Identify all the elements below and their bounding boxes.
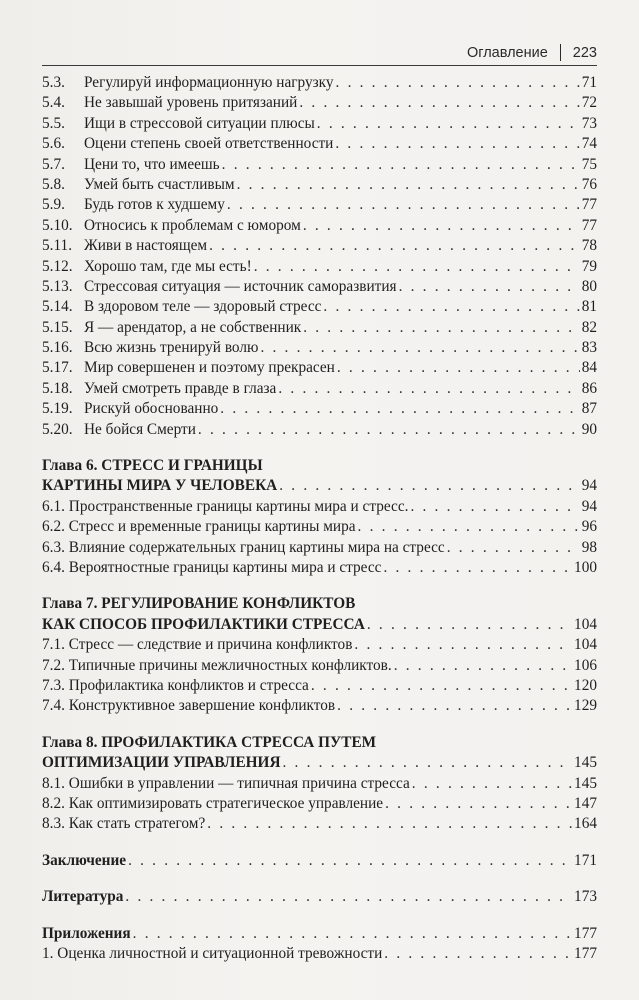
entry-title: Я — арендатор, а не собственник xyxy=(84,318,302,336)
entry-title: Оцени степень своей ответственности xyxy=(84,135,334,153)
running-header xyxy=(467,44,597,61)
entry-title: 1. Оценка личностной и ситуационной тревожности xyxy=(42,944,383,962)
toc-entry-5-15 xyxy=(42,318,597,338)
entry-title: 7.3. Профилактика конфликтов и стресса xyxy=(42,676,309,694)
entry-title: 7.4. Конструктивное завершение конфликтов xyxy=(42,697,336,715)
entry-number: 5.13. xyxy=(42,277,73,295)
entry-number: 5.6. xyxy=(42,135,65,153)
entry-title: Заключение xyxy=(42,851,127,869)
spacer xyxy=(42,908,597,924)
chapter-page: 104 xyxy=(574,615,597,633)
entry-title: Хорошо там, где мы есть! xyxy=(84,257,252,275)
entry-page: 83 xyxy=(581,339,597,357)
entry-title: Литература xyxy=(42,888,124,906)
leader-dots xyxy=(220,399,579,419)
leader-dots xyxy=(412,774,572,794)
entry-page: 77 xyxy=(581,216,597,234)
entry-page: 78 xyxy=(581,237,597,255)
entry-title: В здоровом теле — здоровый стресс xyxy=(84,298,322,316)
chapter-page: 145 xyxy=(574,754,597,772)
toc-entry-5-9 xyxy=(42,195,597,215)
toc-entry-5-18 xyxy=(42,379,597,399)
toc-entry-7-2 xyxy=(42,656,597,676)
entry-page: 79 xyxy=(581,257,597,275)
entry-page: 147 xyxy=(574,794,597,812)
leader-dots xyxy=(260,338,579,358)
toc-entry-appendix-1 xyxy=(42,944,597,964)
spacer xyxy=(42,717,597,733)
chapter-7-title-row xyxy=(42,615,597,635)
entry-page: 90 xyxy=(581,420,597,438)
chapter-6-heading: Глава 6. СТРЕСС И ГРАНИЦЫ xyxy=(42,457,263,475)
entry-page: 84 xyxy=(581,359,597,377)
toc-entry-5-7 xyxy=(42,155,597,175)
leader-dots xyxy=(311,676,572,696)
leader-dots xyxy=(385,794,572,814)
entry-number: 5.5. xyxy=(42,114,65,132)
toc-entry-7-4 xyxy=(42,696,597,716)
chapter-6-title-row xyxy=(42,476,597,496)
entry-title: 8.2. Как оптимизировать стратегическое управление xyxy=(42,794,384,812)
entry-page: 74 xyxy=(581,135,597,153)
entry-number: 5.8. xyxy=(42,175,65,193)
leader-dots xyxy=(336,73,580,93)
entry-page: 73 xyxy=(581,114,597,132)
chapter-page: 94 xyxy=(581,477,597,495)
leader-dots xyxy=(410,497,579,517)
entry-title: Цени то, что имеешь xyxy=(84,155,220,173)
entry-page: 129 xyxy=(574,697,597,715)
entry-title: Мир совершенен и поэтому прекрасен xyxy=(84,359,335,377)
leader-dots xyxy=(337,358,580,378)
leader-dots xyxy=(317,114,580,134)
entry-title: 6.2. Стресс и временные границы картины мира xyxy=(42,518,356,536)
toc-entry-6-2 xyxy=(42,517,597,537)
entry-title: 6.4. Вероятностные границы картины мира и стресс xyxy=(42,559,382,576)
entry-page: 104 xyxy=(574,636,597,654)
entry-page: 81 xyxy=(581,298,597,316)
leader-dots xyxy=(279,476,579,496)
toc-entry-6-4 xyxy=(42,558,597,578)
entry-page: 82 xyxy=(581,318,597,336)
toc-entry-5-11 xyxy=(42,236,597,256)
entry-title: Живи в настоящем xyxy=(84,237,208,255)
entry-number: 5.11. xyxy=(42,237,73,255)
toc-entry-5-6 xyxy=(42,134,597,154)
leader-dots xyxy=(133,924,572,944)
leader-dots xyxy=(222,155,580,175)
page-number: 223 xyxy=(572,44,597,61)
leader-dots xyxy=(128,851,572,871)
entry-page: 80 xyxy=(581,277,597,295)
leader-dots xyxy=(299,93,579,113)
leader-dots xyxy=(447,538,580,558)
entry-number: 5.15. xyxy=(42,318,73,336)
entry-number: 5.14. xyxy=(42,298,73,316)
toc-entry-8-1 xyxy=(42,774,597,794)
entry-page: 76 xyxy=(581,175,597,193)
toc-entry-5-19 xyxy=(42,399,597,419)
entry-number: 5.10. xyxy=(42,216,73,234)
entry-page: 72 xyxy=(581,94,597,112)
entry-page: 75 xyxy=(581,155,597,173)
leader-dots xyxy=(125,887,572,907)
entry-page: 164 xyxy=(574,815,597,833)
header-separator xyxy=(560,44,561,61)
leader-dots xyxy=(335,134,579,154)
leader-dots xyxy=(337,696,572,716)
entry-page: 98 xyxy=(581,538,597,556)
entry-title: Регулируй информационную нагрузку xyxy=(84,74,334,91)
spacer xyxy=(42,578,597,594)
leader-dots xyxy=(207,814,572,834)
entry-page: 100 xyxy=(574,559,597,576)
toc-entry-5-17 xyxy=(42,358,597,378)
entry-page: 96 xyxy=(581,518,597,536)
chapter-8-heading: Глава 8. ПРОФИЛАКТИКА СТРЕССА ПУТЕМ xyxy=(42,733,377,751)
entry-title: 6.3. Влияние содержательных границ картины мира на стресс xyxy=(42,538,445,556)
leader-dots xyxy=(303,318,580,338)
leader-dots xyxy=(237,175,580,195)
leader-dots xyxy=(354,635,572,655)
entry-number: 5.7. xyxy=(42,155,65,173)
entry-page: 177 xyxy=(574,944,597,962)
toc-entry-8-2 xyxy=(42,794,597,814)
entry-title: 7.1. Стресс — следствие и причина конфликтов xyxy=(42,636,353,654)
header-rule xyxy=(42,65,597,66)
entry-number: 5.12. xyxy=(42,257,73,275)
entry-number: 5.3. xyxy=(42,74,65,91)
entry-page: 77 xyxy=(581,196,597,214)
entry-page: 71 xyxy=(581,74,597,91)
chapter-title: ОПТИМИЗАЦИИ УПРАВЛЕНИЯ xyxy=(42,754,281,772)
table-of-contents xyxy=(42,73,597,964)
toc-entry-5-12 xyxy=(42,257,597,277)
toc-entry-5-4 xyxy=(42,93,597,113)
leader-dots xyxy=(227,195,580,215)
leader-dots xyxy=(399,277,580,297)
entry-title: Не завышай уровень притязаний xyxy=(84,94,298,112)
entry-title: 8.3. Как стать стратегом? xyxy=(42,815,206,833)
entry-title: Будь готов к худшему xyxy=(84,196,225,214)
toc-entry-5-20 xyxy=(42,420,597,440)
entry-title: Не бойся Смерти xyxy=(84,420,196,438)
toc-entry-6-3 xyxy=(42,538,597,558)
leader-dots xyxy=(394,656,572,676)
leader-dots xyxy=(303,216,580,236)
leader-dots xyxy=(283,753,573,773)
entry-number: 5.18. xyxy=(42,379,73,397)
chapter-title: КАК СПОСОБ ПРОФИЛАКТИКИ СТРЕССА xyxy=(42,615,365,633)
entry-title: Всю жизнь тренируй волю xyxy=(84,339,259,357)
chapter-7-heading: Глава 7. РЕГУЛИРОВАНИЕ КОНФЛИКТОВ xyxy=(42,595,356,613)
entry-number: 5.20. xyxy=(42,420,73,438)
toc-entry-5-5 xyxy=(42,114,597,134)
entry-page: 177 xyxy=(574,924,597,942)
entry-page: 86 xyxy=(581,379,597,397)
entry-number: 5.17. xyxy=(42,359,73,377)
toc-entry-5-3 xyxy=(42,73,597,93)
entry-title: 7.2. Типичные причины межличностных конфликтов. xyxy=(42,656,392,674)
toc-entry-5-8 xyxy=(42,175,597,195)
entry-number: 5.4. xyxy=(42,94,65,112)
spacer xyxy=(42,871,597,887)
toc-entry-7-1 xyxy=(42,635,597,655)
spacer xyxy=(42,440,597,456)
entry-title: Ищи в стрессовой ситуации плюсы xyxy=(84,114,315,132)
entry-page: 171 xyxy=(574,851,597,869)
entry-page: 94 xyxy=(581,497,597,515)
entry-title: 8.1. Ошибки в управлении — типичная причина стресса xyxy=(42,774,410,792)
toc-entry-7-3 xyxy=(42,676,597,696)
toc-entry-appendices xyxy=(42,924,597,944)
leader-dots xyxy=(198,420,580,440)
leader-dots xyxy=(323,297,579,317)
entry-title: 6.1. Пространственные границы картины мира и стресс. xyxy=(42,497,409,515)
leader-dots xyxy=(384,944,572,964)
entry-page: 106 xyxy=(574,656,597,674)
toc-entry-5-13 xyxy=(42,277,597,297)
leader-dots xyxy=(383,558,572,578)
entry-page: 145 xyxy=(574,774,597,792)
toc-entry-5-14 xyxy=(42,297,597,317)
section-title: Оглавление xyxy=(466,44,548,61)
leader-dots xyxy=(367,615,572,635)
entry-title: Относись к проблемам с юмором xyxy=(84,216,301,234)
entry-title: Рискуй обоснованно xyxy=(84,400,219,418)
entry-page: 87 xyxy=(581,400,597,418)
entry-number: 5.9. xyxy=(42,196,65,214)
leader-dots xyxy=(358,517,580,537)
spacer xyxy=(42,835,597,851)
toc-entry-5-10 xyxy=(42,216,597,236)
entry-page: 120 xyxy=(574,676,597,694)
entry-number: 5.16. xyxy=(42,339,73,357)
chapter-title: КАРТИНЫ МИРА У ЧЕЛОВЕКА xyxy=(42,477,278,495)
leader-dots xyxy=(254,257,580,277)
entry-number: 5.19. xyxy=(42,400,73,418)
entry-title: Умей смотреть правде в глаза xyxy=(84,379,277,397)
entry-page: 173 xyxy=(574,888,597,906)
leader-dots xyxy=(278,379,579,399)
entry-title: Приложения xyxy=(42,924,131,942)
toc-entry-literature xyxy=(42,887,597,907)
entry-title: Умей быть счастливым xyxy=(84,175,235,193)
toc-entry-conclusion xyxy=(42,851,597,871)
toc-entry-5-16 xyxy=(42,338,597,358)
leader-dots xyxy=(209,236,580,256)
entry-title: Стрессовая ситуация — источник саморазвития xyxy=(84,277,397,295)
toc-entry-8-3 xyxy=(42,814,597,834)
toc-entry-6-1 xyxy=(42,497,597,517)
chapter-8-title-row xyxy=(42,753,597,773)
